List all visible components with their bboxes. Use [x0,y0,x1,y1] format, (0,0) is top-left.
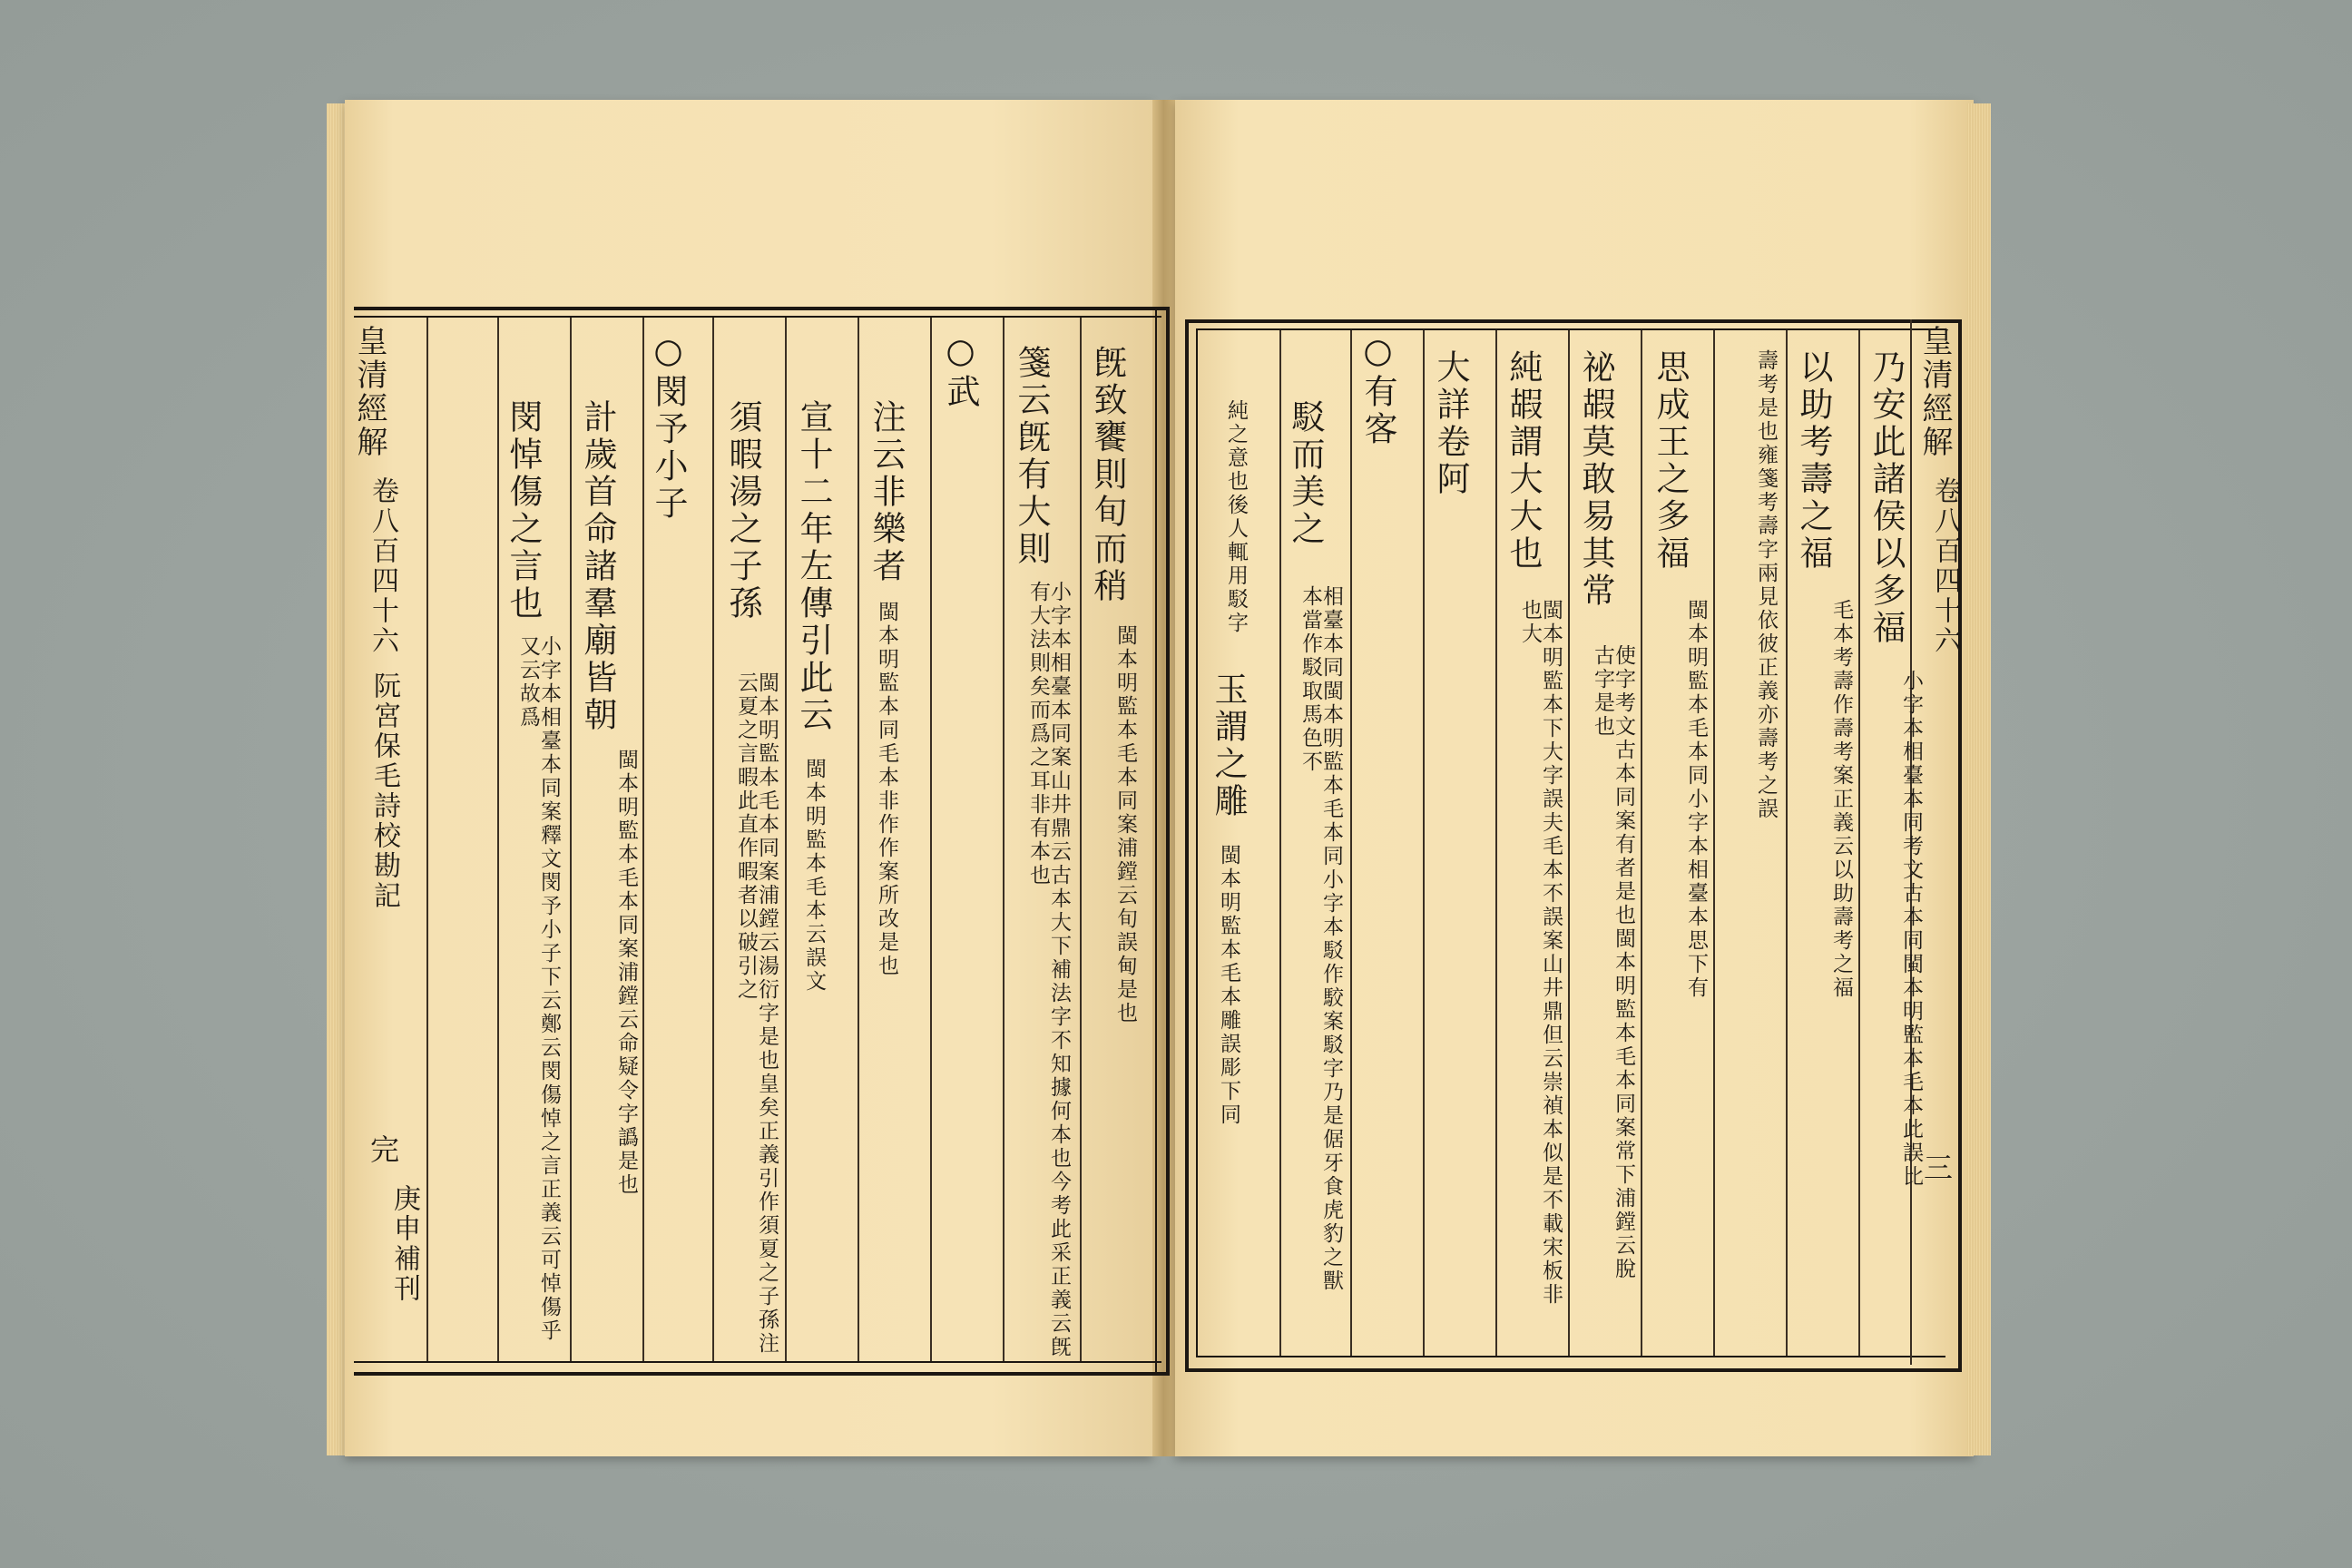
right-col-7-main: 大詳卷阿 [1431,349,1470,498]
right-col-2-note: 毛本考壽作壽考案正義云以助壽考之福 [1829,599,1853,1000]
right-col-6-note: 閩本明監本下大字誤夫毛本不誤案山井鼎但云崇禎本似是不載宋板非也大 [1518,599,1563,1307]
column-rule [642,318,644,1361]
right-col-10-note: 純之意也後人輒用駁字 [1224,399,1248,635]
open-book [327,91,1992,1470]
right-col-1-note: 小字本相臺本同考文古本同閩本明監本毛本此誤比 [1899,670,1923,1189]
left-frame-inner-bottom [354,1361,1161,1363]
right-frame-inner-left [1196,328,1198,1357]
left-frame-inner-top [354,316,1161,318]
right-margin-page-number: 三 [1919,1152,1954,1184]
column-rule [1786,330,1788,1356]
column-rule [712,318,714,1361]
right-col-8-main: ○有客 [1358,331,1397,448]
left-col-2-note: 小字本相臺本同案山井鼎云古本大下補法字不知據何本也今考此采正義云旣有大法則矣而爲之耳非有本也 [1026,581,1071,1359]
right-col-5-main: 祕嘏莫敢易其常 [1576,349,1615,610]
right-col-9-note: 相臺本同閩本明監本毛本同小字本駁作駮案駁字乃是倨牙食虎豹之獸本當作駁取馬色不 [1298,585,1343,1293]
column-rule [426,318,428,1361]
column-rule [1279,330,1281,1356]
column-rule [858,318,859,1361]
column-rule [497,318,499,1361]
right-margin-volume: 卷八百四十六 [1929,476,1961,656]
left-col-9-main: 閔悼傷之言也 [504,399,543,622]
left-col-5-note: 閩本明監本毛本云誤文 [802,758,826,994]
column-rule [1003,318,1004,1361]
left-col-4-main: 注云非樂者 [867,399,906,585]
left-col-7-main: ○閔予小子 [649,331,688,523]
left-margin-page-number: 完 [366,1134,400,1166]
left-margin-subtitle: 阮宮保毛詩校勘記 [368,671,400,911]
right-col-2-main: 以助考壽之福 [1794,349,1833,573]
right-col-6-main: 純嘏謂大大也 [1504,349,1543,573]
column-rule [1713,330,1715,1356]
right-frame-inner-bottom [1196,1356,1945,1357]
column-rule [570,318,572,1361]
left-col-1-note: 閩本明監本毛本同案浦鏜云旬誤甸是也 [1113,624,1137,1025]
left-col-9-note: 小字本相臺本同案釋文閔予小子下云鄭云閔傷悼之言正義云可悼傷乎又云故爲 [516,635,561,1343]
left-col-1-main: 旣致饔則旬而稍 [1088,345,1127,605]
left-margin-volume: 卷八百四十六 [367,476,398,656]
column-rule [1568,330,1570,1356]
right-col-5-note: 使字考文古本同案有者是也閩本明監本毛本同案常下浦鏜云脫古字是也 [1591,644,1635,1281]
right-margin-title: 皇清經解 [1916,325,1953,459]
left-margin-title: 皇清經解 [351,325,387,459]
left-col-3-main: ○武 [941,331,980,411]
left-col-2-main: 箋云旣有大則 [1012,345,1051,568]
column-rule [1641,330,1642,1356]
right-col-4-main: 思成王之多福 [1651,349,1690,573]
right-col-3-note: 壽考是也雍箋考壽字兩見依彼正義亦壽考之誤 [1754,349,1778,821]
column-rule [1423,330,1425,1356]
left-frame-inner-right [1155,307,1157,1372]
right-col-11-note: 閩本明監本毛本雕誤彫下同 [1217,844,1240,1127]
left-col-4-note: 閩本明監本同毛本非作作案所改是也 [875,601,898,978]
left-col-8-note: 閩本明監本毛本同案浦鏜云命疑令字譌是也 [614,749,638,1197]
right-col-4-note: 閩本明監本毛本同小字本相臺本思下有 [1684,599,1708,1000]
column-rule [1495,330,1497,1356]
left-col-8-main: 計歲首命諸羣廟皆朝 [578,399,617,734]
left-col-6-main: 須暇湯之子孫 [723,399,762,622]
column-rule [1080,318,1082,1361]
right-col-9-main: 駁而美之 [1286,399,1325,548]
left-col-6-note: 閩本明監本毛本同案浦鏜云湯衍字是也皇矣正義引作須夏之子孫注云夏之言暇此直作暇者以破引之 [734,671,779,1356]
right-col-1-main: 乃安此諸侯以多福 [1867,349,1906,647]
column-rule [930,318,932,1361]
right-frame-inner-top [1196,328,1945,330]
left-col-5-main: 宣十二年左傳引此云 [794,399,833,734]
column-rule [1858,330,1860,1356]
right-page-edge [1967,103,1991,1455]
left-margin-note: 庚申補刊 [388,1184,420,1304]
column-rule [785,318,787,1361]
column-rule [1350,330,1352,1356]
right-col-11-main: 玉謂之雕 [1209,671,1248,820]
